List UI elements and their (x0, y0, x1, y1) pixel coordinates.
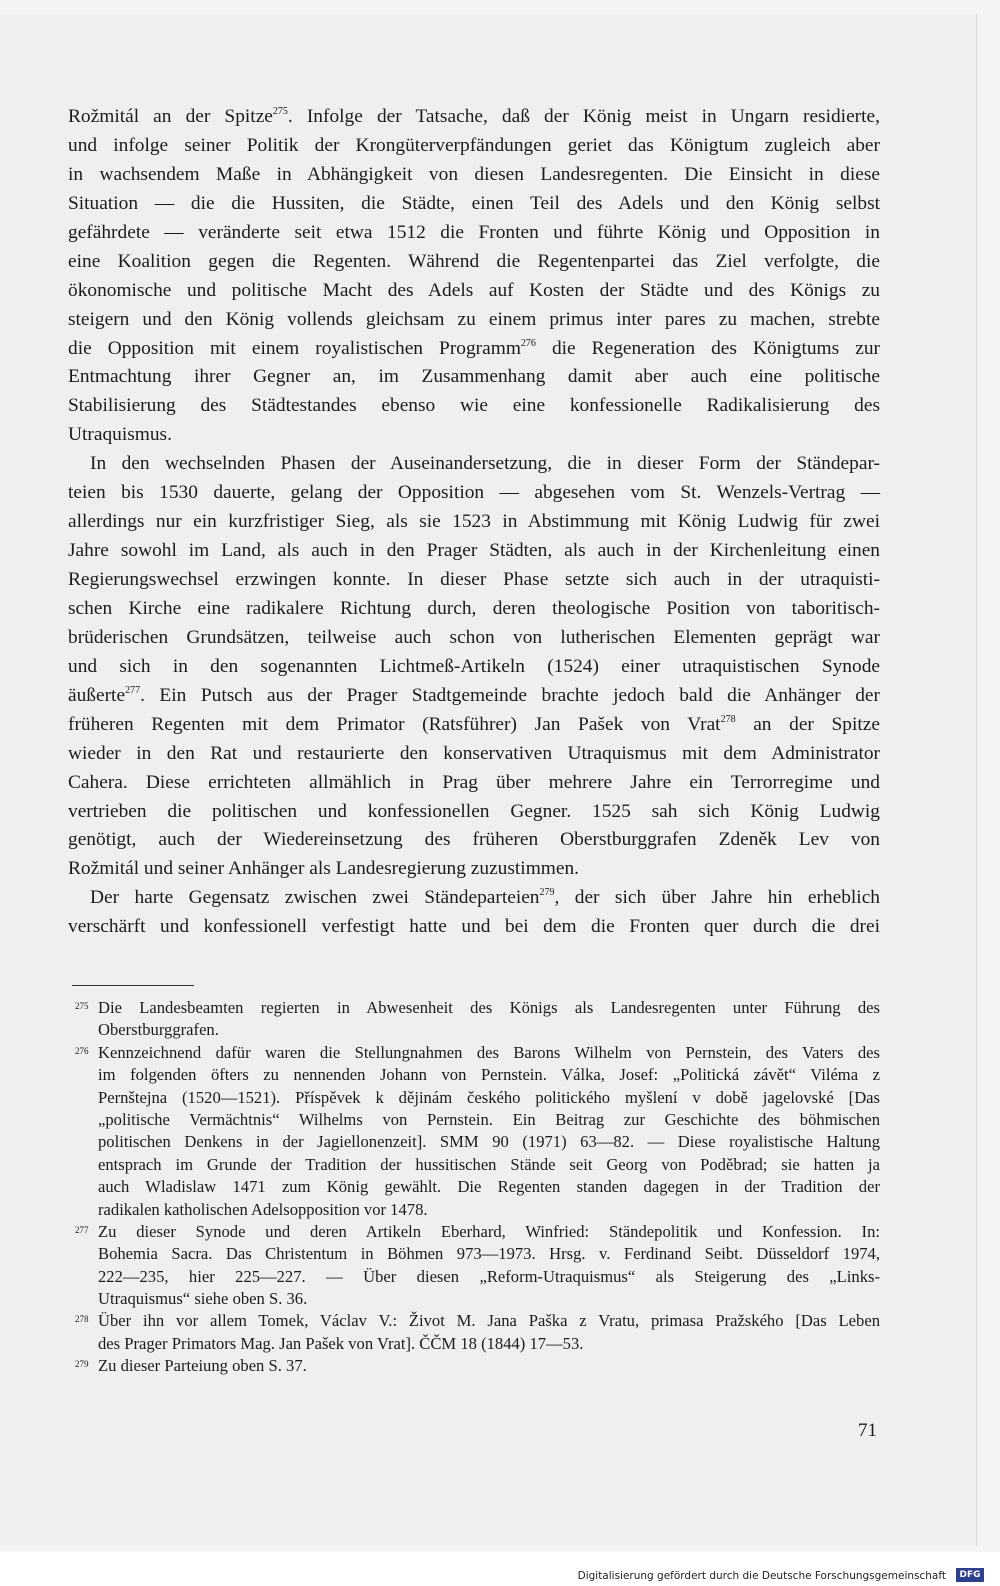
footnote-line: Zu dieser Parteiung oben S. 37. (98, 1356, 307, 1376)
footnote-line: Zu dieser Synode und deren Artikeln Eberhard, Winfried: Ständepolitik und Konfession. In: (98, 1221, 880, 1241)
footnote-reference: 279 (539, 887, 555, 899)
footnote-line: Utraquismus“ siehe oben S. 36. (98, 1289, 308, 1309)
text-line: Situation — die die Hussiten, die Städte, einen Teil des Adels und den König selbst (68, 192, 880, 214)
text-line: früheren Regenten mit dem Primator (Ratsführer) Jan Pašek von Vrat$^{278}$ an der Spitze (68, 713, 880, 735)
footnote-line: politischen Denkens in der Jagiellonenzeit]. SMM 90 (1971) 63—82. — Diese royalistische Haltung (98, 1132, 880, 1152)
footnote-number: 277 (75, 1224, 89, 1235)
footnote-line: entsprach im Grunde der Tradition der hussitischen Stände seit Georg von Poděbrad; sie hatten ja (98, 1154, 880, 1174)
text-line: und infolge seiner Politik der Krongüterverpfändungen geriet das Königtum zugleich aber (68, 134, 880, 156)
text-line: gefährdete — veränderte seit etwa 1512 die Fronten und führte König und Opposition in (68, 221, 880, 243)
footnote-number: 278 (75, 1314, 89, 1325)
footnote-line: „politische Vermächtnis“ Wilhelms von Pernstein. Ein Beitrag zur Geschichte des böhmischen (98, 1109, 880, 1129)
footnote (73, 1221, 880, 1311)
footnote-reference: 278 (720, 713, 736, 725)
footnote-line: des Prager Primators Mag. Jan Pašek von Vrat]. ČČM 18 (1844) 17—53. (98, 1333, 584, 1353)
text-line: Cahera. Diese errichteten allmählich in Prag über mehrere Jahre ein Terrorregime und (68, 771, 880, 793)
footnote-line: 222—235, hier 225—227. — Über diesen „Reform-Utraquismus“ als Steigerung des „Links- (98, 1266, 880, 1286)
footnote-line: Pernštejna (1520—1521). Příspěvek k dějinám českého politického myšlení v době jagelovské [Das (98, 1087, 880, 1107)
dfg-logo: DFG (956, 1568, 984, 1582)
text-line: schen Kirche eine radikalere Richtung durch, deren theologische Position von taboritisch- (68, 597, 880, 619)
footnotes (73, 997, 880, 1378)
footnote-number: 276 (75, 1045, 89, 1056)
footnote-number: 279 (75, 1359, 89, 1370)
footnote-line: Kennzeichnend dafür waren die Stellungnahmen des Barons Wilhelm von Pernstein, des Vaters des (98, 1042, 880, 1062)
text-line: ökonomische und politische Macht des Adels auf Kosten der Städte und des Königs zu (68, 279, 880, 301)
text-line: verschärft und konfessionell verfestigt hatte und bei dem die Fronten quer durch die drei (68, 916, 880, 938)
text-line: und sich in den sogenannten Lichtmeß-Artikeln (1524) einer utraquistischen Synode (68, 655, 880, 677)
footnote-line: Oberstburggrafen. (98, 1020, 219, 1040)
text-line: die Opposition mit einem royalistischen Programm$^{276}$ die Regeneration des Königtums zur (68, 337, 880, 359)
text-line: teien bis 1530 dauerte, gelang der Opposition — abgesehen vom St. Wenzels-Vertrag — (68, 482, 880, 504)
footnote-number: 275 (75, 1001, 89, 1011)
footnote-line: Über ihn vor allem Tomek, Václav V.: Život M. Jana Paška z Vratu, primasa Pražského [Das Leben (98, 1311, 880, 1331)
text-line: Utraquismus. (68, 424, 172, 446)
text-line: Regierungswechsel erzwingen konnte. In dieser Phase setzte sich auch in der utraquisti- (68, 569, 880, 590)
footnote (73, 1042, 880, 1221)
text-line: Rožmitál an der Spitze$^{275}$. Infolge der Tatsache, daß der König meist in Ungarn residierte, (68, 106, 880, 127)
text-line: Stabilisierung des Städtestandes ebenso wie eine konfessionelle Radikalisierung des (68, 395, 880, 417)
footnote-separator (72, 985, 194, 986)
page-number: 71 (858, 1420, 877, 1441)
text-line: Rožmitál und seiner Anhänger als Landesregierung zuzustimmen. (68, 858, 580, 880)
footnote-reference: 275 (272, 106, 288, 117)
footnote-reference: 277 (125, 684, 141, 696)
footnote-reference: 276 (520, 337, 536, 349)
footnote (73, 1310, 880, 1355)
footnote-line: auch Wladislaw 1471 zum König gewählt. Die Regenten standen dagegen in der Tradition der (98, 1177, 880, 1197)
footnote-line: im folgenden öfters zu nennenden Johann von Pernstein. Válka, Josef: „Politická závět“ Viléma z (98, 1065, 880, 1085)
text-line: eine Koalition gegen die Regenten. Während die Regentenpartei das Ziel verfolgte, die (68, 250, 880, 272)
main-text (68, 103, 880, 942)
text-line: brüderischen Grundsätzen, teilweise auch schon von lutherischen Elementen geprägt war (68, 626, 880, 648)
text-line: Jahre sowohl im Land, als auch in den Prager Städten, als auch in der Kirchenleitung einen (68, 540, 880, 562)
footnote-line: radikalen katholischen Adelsopposition vor 1478. (98, 1199, 428, 1219)
text-line: wieder in den Rat und restaurierte den konservativen Utraquismus mit dem Administrator (68, 742, 880, 764)
text-line: In den wechselnden Phasen der Auseinandersetzung, die in dieser Form der Ständepar- (90, 453, 880, 475)
text-line: Der harte Gegensatz zwischen zwei Ständeparteien$^{279}$, der sich über Jahre hin erheblich (90, 887, 880, 909)
footnote-line: Die Landesbeamten regierten in Abwesenheit des Königs als Landesregenten unter Führung des (98, 998, 880, 1017)
text-line: Entmachtung ihrer Gegner an, im Zusammenhang damit aber auch eine politische (68, 366, 880, 388)
text-line: steigern und den König vollends gleichsam zu einem primus inter pares zu machen, strebte (68, 308, 880, 330)
text-line: in wachsendem Maße in Abhängigkeit von diesen Landesregenten. Die Einsicht in diese (68, 163, 880, 185)
text-line: vertrieben die politischen und konfessionellen Gegner. 1525 sah sich König Ludwig (68, 800, 880, 822)
text-line: allerdings nur ein kurzfristiger Sieg, als sie 1523 in Abstimmung mit König Ludwig für zwei (68, 511, 880, 533)
footnote-line: Bohemia Sacra. Das Christentum in Böhmen 973—1973. Hrsg. v. Ferdinand Seibt. Düsseldorf 1974, (98, 1244, 880, 1264)
footnote (73, 997, 880, 1042)
text-line: äußerte$^{277}$. Ein Putsch aus der Prager Stadtgemeinde brachte jedoch bald die Anhänger der (68, 684, 880, 706)
text-line: genötigt, auch der Wiedereinsetzung des früheren Oberstburggrafen Zdeněk Lev von (68, 829, 880, 851)
digitization-credit: Digitalisierung gefördert durch die Deutsche Forschungsgemeinschaft (577, 1570, 946, 1582)
footnote (73, 1355, 880, 1377)
